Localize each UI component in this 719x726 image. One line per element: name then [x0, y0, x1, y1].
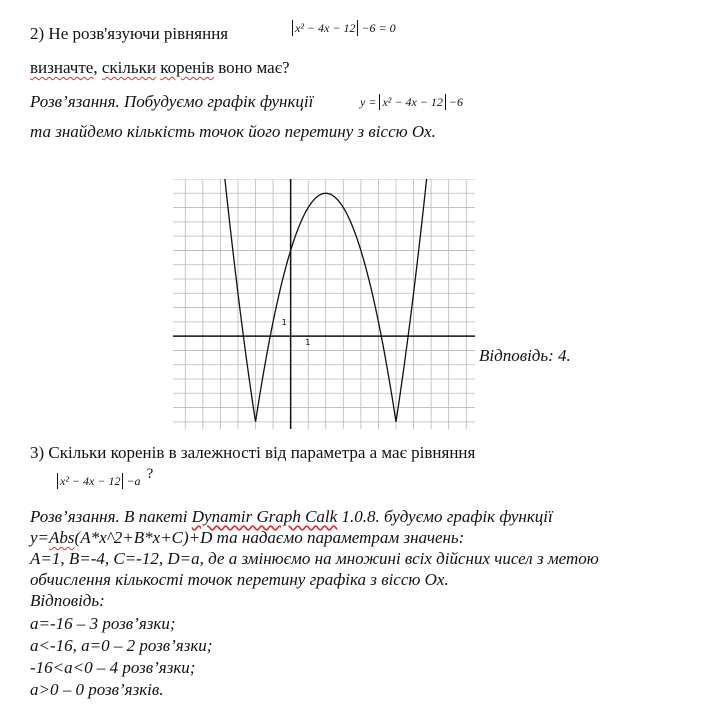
task3-p1	[30, 507, 553, 527]
task3-heading: 3) Скільки коренів в залежності від параметра a має рівняння	[30, 443, 476, 462]
function-graph	[173, 179, 475, 429]
task-number: 2)	[30, 24, 49, 43]
p2-prefix: y=	[30, 528, 50, 547]
abs-word: Abs	[49, 528, 75, 547]
word-koreniv: коренів	[160, 58, 214, 77]
x-tick-label: 1	[305, 338, 311, 348]
p1-text-end: 1.0.8. будуємо графік функції	[337, 507, 553, 526]
task3-rest: −a	[126, 474, 141, 488]
question-end: воно має?	[214, 58, 290, 77]
function-abs: x² − 4x − 12	[379, 94, 445, 110]
equation-rest: −6 = 0	[361, 21, 396, 35]
task3-abs: x² − 4x − 12	[57, 473, 123, 489]
task3-p2	[30, 528, 464, 548]
task3-p3: A=1, B=-4, C=-12, D=a, де a змінюємо на множині всіх дійсних чисел з метою	[30, 549, 599, 568]
function-rest: −6	[448, 95, 463, 109]
function-prefix: y =	[360, 95, 377, 109]
task2-equation	[292, 20, 396, 36]
task3-p4: обчислення кількості точок перетину графіка з віссю Ox.	[30, 570, 449, 589]
task2-answer: Відповідь: 4.	[479, 346, 571, 365]
question-mark: ?	[146, 466, 154, 482]
solution-line2: та знайдемо кількість точок його перетину з віссю Ox.	[30, 122, 436, 141]
abs-expression: x² − 4x − 12	[292, 20, 358, 36]
grid	[173, 179, 475, 429]
answer-item: a=-16 – 3 розв’язки;	[30, 614, 176, 633]
task3-equation	[57, 466, 154, 489]
axes	[173, 179, 475, 429]
word-vyznachte: визначте	[30, 58, 94, 77]
y-tick-label: 1	[281, 317, 287, 327]
task2-heading	[30, 24, 228, 44]
task2-question	[30, 58, 290, 78]
software-name: Dynamir Graph Calk	[191, 507, 338, 526]
task2-function	[360, 94, 463, 110]
solution-intro: Розв’язання. Побудуємо графік функції	[30, 92, 314, 111]
graph-curve	[173, 179, 475, 422]
answer-item: a>0 – 0 розв’язків.	[30, 680, 164, 699]
task2-heading-text: Не розв'язуючи рівняння	[48, 24, 229, 43]
answer-item: a<-16, a=0 – 2 розв’язки;	[30, 636, 213, 655]
answer-item: -16<a<0 – 4 розв’язки;	[30, 658, 196, 677]
task3-answer-label: Відповідь:	[30, 591, 105, 610]
comma: ,	[93, 58, 102, 77]
p2-text: (A*x^2+B*x+C)+D та надаємо параметрам значень:	[74, 528, 465, 547]
p1-text: Розв’язання. В пакеті	[30, 507, 192, 526]
word-skilky: скільки	[101, 58, 156, 77]
